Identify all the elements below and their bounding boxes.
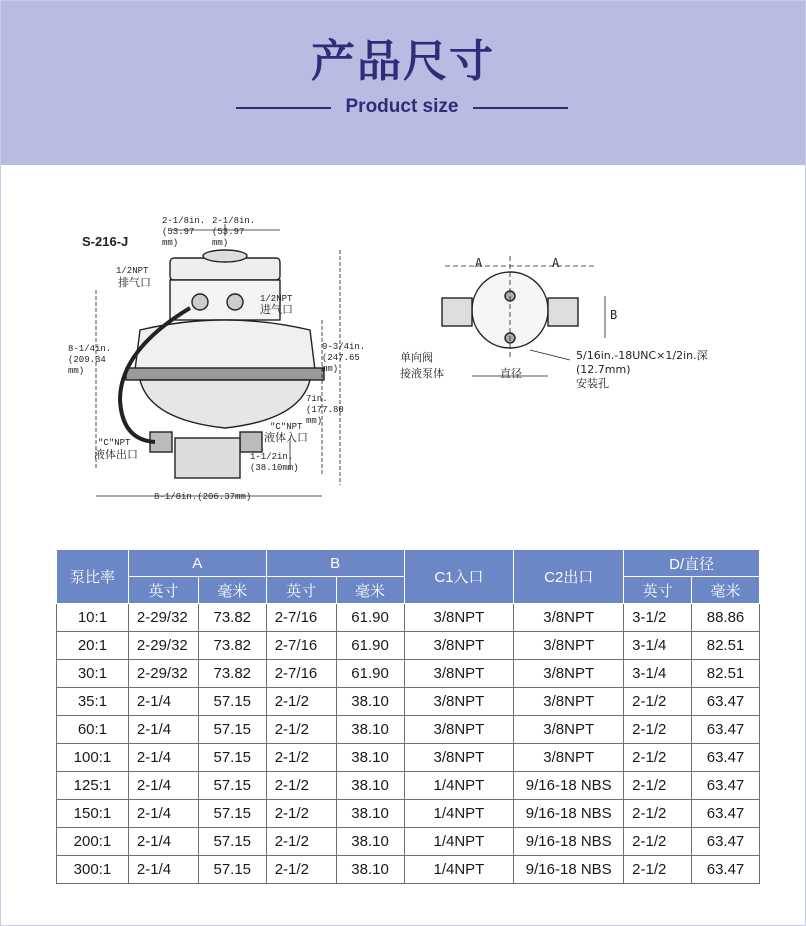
cell-d-mm: 82.51 — [692, 632, 760, 660]
cell-c1: 3/8NPT — [404, 660, 514, 688]
cell-d-inch: 2-1/2 — [624, 744, 692, 772]
table-row — [57, 772, 760, 800]
cell-b-inch: 2-7/16 — [266, 660, 336, 688]
cell-d-mm: 88.86 — [692, 604, 760, 632]
cell-c2: 9/16-18 NBS — [514, 856, 624, 884]
cell-a-mm: 57.15 — [198, 688, 266, 716]
dim-right-top: 9-3/4in. (247.65 mm) — [322, 342, 366, 374]
page-header — [1, 1, 805, 165]
cell-c2: 9/16-18 NBS — [514, 772, 624, 800]
cell-a-inch: 2-1/4 — [128, 856, 198, 884]
check-valve-right — [548, 298, 578, 326]
cell-d-inch: 2-1/2 — [624, 828, 692, 856]
header-c1: C1入口 — [404, 550, 514, 604]
cell-a-mm: 57.15 — [198, 744, 266, 772]
cell-c2: 3/8NPT — [514, 744, 624, 772]
cell-ratio: 300:1 — [57, 856, 129, 884]
liquid-out-label: 液体出口 — [94, 448, 138, 461]
exhaust-label: 排气口 — [118, 276, 151, 289]
dim-b: B — [610, 308, 618, 322]
cell-d-inch: 2-1/2 — [624, 688, 692, 716]
cell-d-mm: 82.51 — [692, 660, 760, 688]
subtitle-divider-left — [236, 107, 331, 109]
subtitle-row — [1, 96, 805, 120]
cell-ratio: 10:1 — [57, 604, 129, 632]
cell-d-mm: 63.47 — [692, 688, 760, 716]
air-in-spec: 1/2NPT — [260, 294, 293, 304]
header-b: B — [266, 550, 404, 577]
cell-d-mm: 63.47 — [692, 828, 760, 856]
cell-b-mm: 61.90 — [336, 632, 404, 660]
check-valve-label: 单向阀 — [400, 351, 433, 364]
cell-c2: 3/8NPT — [514, 688, 624, 716]
cell-a-inch: 2-1/4 — [128, 744, 198, 772]
cell-b-inch: 2-1/2 — [266, 772, 336, 800]
header-d-inch: 英寸 — [624, 577, 692, 604]
cell-c2: 3/8NPT — [514, 716, 624, 744]
dim-top-1: 2-1/8in. (53.97 mm) — [162, 216, 206, 248]
page-subtitle: Product size — [345, 96, 459, 117]
cell-a-mm: 57.15 — [198, 828, 266, 856]
cell-d-inch: 3-1/2 — [624, 604, 692, 632]
table-row — [57, 800, 760, 828]
hole-mm: (12.7mm) — [576, 363, 631, 376]
cell-d-inch: 2-1/2 — [624, 772, 692, 800]
header-b-mm: 毫米 — [336, 577, 404, 604]
table-row — [57, 856, 760, 884]
check-valve-left — [442, 298, 472, 326]
dim-small: 1-1/2in. (38.10mm) — [250, 452, 299, 473]
cell-a-inch: 2-1/4 — [128, 688, 198, 716]
cell-c1: 1/4NPT — [404, 856, 514, 884]
cell-a-mm: 73.82 — [198, 632, 266, 660]
dim-a-left: A — [475, 256, 483, 270]
spec-table — [56, 549, 760, 884]
cell-ratio: 100:1 — [57, 744, 129, 772]
diameter-label: 直径 — [500, 367, 522, 380]
header-ratio: 泵比率 — [57, 550, 129, 604]
hole-spec: 5/16in.-18UNC×1/2in.深 — [576, 349, 708, 362]
table-row — [57, 632, 760, 660]
cell-a-mm: 57.15 — [198, 772, 266, 800]
table-row — [57, 660, 760, 688]
cell-d-inch: 2-1/2 — [624, 716, 692, 744]
cell-d-mm: 63.47 — [692, 716, 760, 744]
cell-ratio: 20:1 — [57, 632, 129, 660]
cell-b-inch: 2-1/2 — [266, 800, 336, 828]
cell-c2: 3/8NPT — [514, 604, 624, 632]
cell-d-mm: 63.47 — [692, 856, 760, 884]
cell-a-mm: 57.15 — [198, 856, 266, 884]
lower-housing — [140, 380, 310, 428]
subtitle-divider-right — [473, 107, 568, 109]
cell-ratio: 150:1 — [57, 800, 129, 828]
header-row-1 — [57, 550, 760, 577]
cell-a-inch: 2-29/32 — [128, 632, 198, 660]
cell-d-inch: 3-1/4 — [624, 632, 692, 660]
cell-b-mm: 38.10 — [336, 856, 404, 884]
cell-b-mm: 38.10 — [336, 688, 404, 716]
cell-d-mm: 63.47 — [692, 772, 760, 800]
cell-a-mm: 57.15 — [198, 716, 266, 744]
exhaust-spec: 1/2NPT — [116, 266, 149, 276]
table-row — [57, 716, 760, 744]
cell-b-mm: 38.10 — [336, 800, 404, 828]
cell-c1: 1/4NPT — [404, 772, 514, 800]
cell-ratio: 35:1 — [57, 688, 129, 716]
cell-c2: 9/16-18 NBS — [514, 828, 624, 856]
technical-drawings — [60, 200, 760, 520]
table-row — [57, 828, 760, 856]
model-label: S-216-J — [82, 234, 129, 249]
cell-b-mm: 61.90 — [336, 604, 404, 632]
cell-b-inch: 2-1/2 — [266, 716, 336, 744]
cell-c1: 3/8NPT — [404, 604, 514, 632]
cell-b-inch: 2-1/2 — [266, 744, 336, 772]
cell-b-mm: 38.10 — [336, 772, 404, 800]
hole-label: 安装孔 — [576, 377, 609, 390]
cell-b-mm: 61.90 — [336, 660, 404, 688]
header-c2: C2出口 — [514, 550, 624, 604]
fitting-in — [240, 432, 262, 452]
header-d-mm: 毫米 — [692, 577, 760, 604]
cell-b-mm: 38.10 — [336, 744, 404, 772]
cell-c2: 9/16-18 NBS — [514, 800, 624, 828]
cell-a-mm: 57.15 — [198, 800, 266, 828]
cell-ratio: 60:1 — [57, 716, 129, 744]
page-title: 产品尺寸 — [311, 36, 495, 87]
dim-bottom: 8-1/8in.(206.37mm) — [154, 492, 252, 502]
dim-top-2: 2-1/8in. (53.97 mm) — [212, 216, 256, 248]
header-a-inch: 英寸 — [128, 577, 198, 604]
cell-b-inch: 2-7/16 — [266, 632, 336, 660]
liquid-out-spec: "C"NPT — [98, 438, 131, 448]
cell-c1: 3/8NPT — [404, 716, 514, 744]
cell-ratio: 30:1 — [57, 660, 129, 688]
pump-body-label: 接液泵体 — [400, 367, 444, 380]
cell-c2: 3/8NPT — [514, 632, 624, 660]
air-port-left — [192, 294, 208, 310]
cell-b-mm: 38.10 — [336, 828, 404, 856]
cell-b-inch: 2-1/2 — [266, 856, 336, 884]
cell-c2: 3/8NPT — [514, 660, 624, 688]
cell-d-inch: 2-1/2 — [624, 856, 692, 884]
flange-band — [126, 368, 324, 380]
table-row — [57, 744, 760, 772]
cell-d-inch: 2-1/2 — [624, 800, 692, 828]
cell-a-mm: 73.82 — [198, 660, 266, 688]
cell-d-mm: 63.47 — [692, 744, 760, 772]
liquid-in-spec: "C"NPT — [270, 422, 303, 432]
cell-b-mm: 38.10 — [336, 716, 404, 744]
header-d: D/直径 — [624, 550, 760, 577]
cell-a-inch: 2-1/4 — [128, 800, 198, 828]
dim-a-right: A — [552, 256, 560, 270]
cell-d-inch: 3-1/4 — [624, 660, 692, 688]
air-in-label: 进气口 — [260, 303, 293, 316]
dim-left: 8-1/4in. (209.34 mm) — [68, 344, 112, 376]
spec-table-body — [57, 604, 760, 884]
cell-c1: 1/4NPT — [404, 828, 514, 856]
cell-a-inch: 2-29/32 — [128, 660, 198, 688]
dim-right-mid: 7in. (177.80 mm) — [306, 394, 344, 426]
cell-a-inch: 2-1/4 — [128, 828, 198, 856]
cell-ratio: 200:1 — [57, 828, 129, 856]
cell-c1: 3/8NPT — [404, 632, 514, 660]
liquid-in-label: 液体入口 — [264, 431, 308, 444]
cell-ratio: 125:1 — [57, 772, 129, 800]
cell-c1: 3/8NPT — [404, 688, 514, 716]
pump-base — [175, 438, 240, 478]
cell-b-inch: 2-7/16 — [266, 604, 336, 632]
header-a-mm: 毫米 — [198, 577, 266, 604]
cell-b-inch: 2-1/2 — [266, 828, 336, 856]
cell-a-inch: 2-29/32 — [128, 604, 198, 632]
header-b-inch: 英寸 — [266, 577, 336, 604]
cell-a-mm: 73.82 — [198, 604, 266, 632]
cell-c1: 3/8NPT — [404, 744, 514, 772]
header-a: A — [128, 550, 266, 577]
cell-a-inch: 2-1/4 — [128, 772, 198, 800]
cell-b-inch: 2-1/2 — [266, 688, 336, 716]
pump-top-dome — [203, 250, 247, 262]
cell-d-mm: 63.47 — [692, 800, 760, 828]
air-port-right — [227, 294, 243, 310]
table-row — [57, 688, 760, 716]
cell-c1: 1/4NPT — [404, 800, 514, 828]
cell-a-inch: 2-1/4 — [128, 716, 198, 744]
table-row — [57, 604, 760, 632]
